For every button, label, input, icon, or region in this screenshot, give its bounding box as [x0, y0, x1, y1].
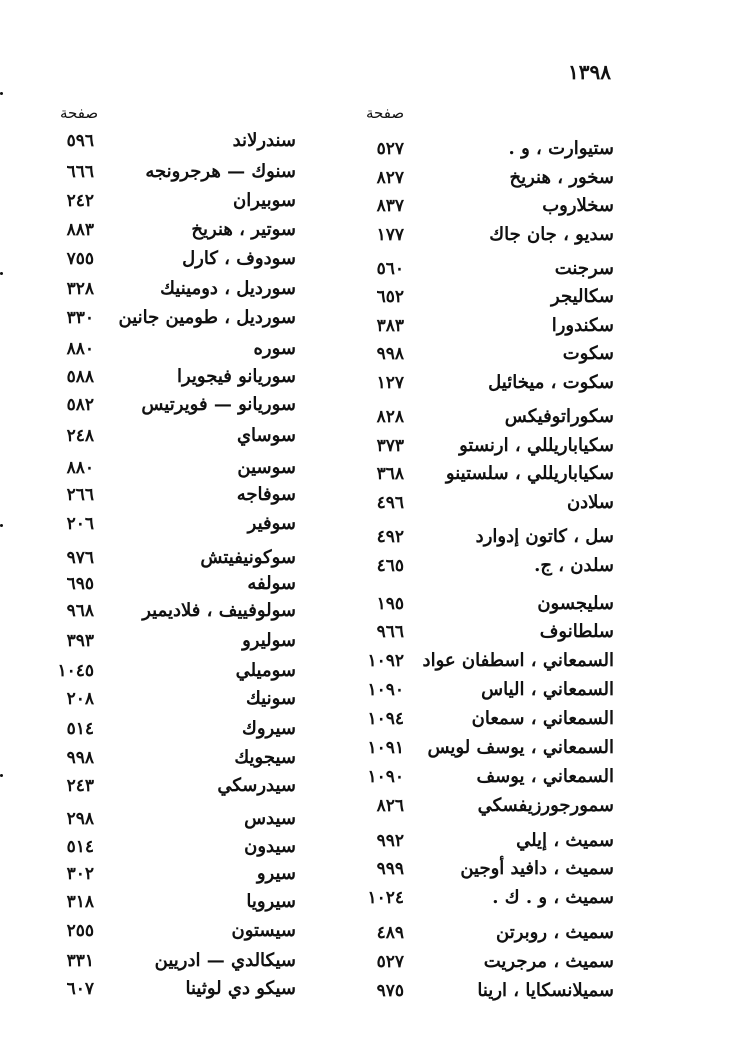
- index-entry: [0, 976, 296, 1004]
- entry-page-number: ٣٨٣: [376, 316, 404, 336]
- entry-name: السمعاني ، اسطفان عواد: [422, 650, 614, 671]
- entry-page-number: ٥٩٦: [66, 131, 94, 151]
- entry-page-number: ٨٢٧: [376, 168, 404, 188]
- entry-name: سودوف ، كارل: [182, 248, 296, 269]
- entry-page-number: ١٠٩٤: [367, 709, 404, 729]
- entry-page-number: ٣٦٨: [376, 464, 404, 484]
- entry-name: سميث ، روبرتن: [496, 922, 614, 943]
- entry-page-number: ٩٩٨: [66, 748, 94, 768]
- entry-page-number: ١٠٤٥: [57, 661, 94, 681]
- entry-name: سوميلي: [235, 660, 296, 681]
- entry-name: سكوراتوفيكس: [504, 406, 614, 427]
- entry-page-number: ٣٢٨: [66, 279, 94, 299]
- index-entry: [0, 159, 296, 187]
- entry-name: سنوك — هرجرونجه: [145, 161, 296, 182]
- entry-page-number: ٢٠٨: [66, 689, 94, 709]
- entry-page-number: ٢٤٣: [66, 776, 94, 796]
- entry-name: سيروك: [242, 718, 296, 739]
- entry-page-number: ٢٩٨: [66, 809, 94, 829]
- index-entry: [0, 686, 296, 714]
- entry-name: سوتير ، هنريخ: [191, 219, 296, 240]
- index-entry: [0, 455, 296, 483]
- entry-name: سوساي: [236, 425, 296, 446]
- index-entry: [0, 745, 296, 773]
- entry-name: سميث ، مرجريت: [483, 951, 614, 972]
- entry-page-number: ٢٤٨: [66, 426, 94, 446]
- entry-name: سل ، كاتون إدوارد: [475, 526, 614, 547]
- index-entry: [0, 545, 296, 573]
- entry-name: سوبيران: [233, 190, 296, 211]
- entry-name: سولفه: [247, 573, 296, 594]
- entry-name: سكياباريللي ، ارنستو: [459, 435, 614, 456]
- index-entry: [0, 276, 296, 304]
- entry-page-number: ٥١٤: [66, 719, 94, 739]
- entry-page-number: ٣٩٣: [66, 631, 94, 651]
- entry-page-number: ٦٦٦: [66, 162, 94, 182]
- index-entry: [0, 806, 296, 834]
- entry-name: سورديل ، طومين جانين: [118, 307, 296, 328]
- entry-page-number: ٥٨٨: [66, 367, 94, 387]
- entry-name: سيدس: [244, 808, 296, 829]
- index-entry: [0, 246, 296, 274]
- entry-page-number: ٧٥٥: [66, 249, 94, 269]
- entry-name: سيرو: [256, 863, 296, 884]
- index-entry: [0, 773, 296, 801]
- right-column-header: صفحة: [366, 104, 405, 122]
- entry-page-number: ٤٩٦: [376, 493, 404, 513]
- index-entry: [0, 948, 296, 976]
- entry-page-number: ٥٢٧: [376, 952, 404, 972]
- entry-page-number: ٢٠٦: [66, 514, 94, 534]
- entry-page-number: ٢٦٦: [66, 485, 94, 505]
- entry-page-number: ٩٩٨: [376, 344, 404, 364]
- entry-name: سديو ، جان جاك: [489, 224, 614, 245]
- entry-page-number: ٣٣١: [66, 951, 94, 971]
- entry-page-number: ٣١٨: [66, 892, 94, 912]
- entry-name: سونيك: [246, 688, 296, 709]
- entry-name: سوره: [253, 338, 296, 359]
- entry-name: سلادن: [566, 492, 614, 513]
- entry-page-number: ٥٨٢: [66, 395, 94, 415]
- entry-name: سميلانسكايا ، ارينا: [477, 980, 614, 1001]
- entry-page-number: ٣٣٠: [66, 308, 94, 328]
- entry-name: سخور ، هنريخ: [509, 167, 614, 188]
- entry-name: سولوفييف ، فلاديمير: [142, 600, 296, 621]
- entry-page-number: ٥١٤: [66, 837, 94, 857]
- entry-page-number: ٨٨٠: [66, 339, 94, 359]
- entry-name: سندرلاند: [232, 130, 296, 151]
- entry-page-number: ٣٠٢: [66, 864, 94, 884]
- index-entry: [0, 128, 296, 156]
- entry-name: سيدرسكي: [217, 775, 296, 796]
- entry-name: السمعاني ، يوسف: [476, 766, 614, 787]
- entry-page-number: ٤٦٥: [376, 556, 404, 576]
- entry-page-number: ١٠٩٢: [367, 651, 404, 671]
- entry-name: السمعاني ، يوسف لويس: [427, 737, 614, 758]
- entry-name: سكوت ، ميخائيل: [488, 372, 614, 393]
- entry-page-number: ٩٧٥: [376, 981, 404, 1001]
- entry-name: سمورجورزيفسكي: [477, 795, 614, 816]
- entry-name: السمعاني ، الياس: [481, 679, 614, 700]
- index-entry: [0, 336, 296, 364]
- entry-page-number: ٨٣٧: [376, 196, 404, 216]
- entry-page-number: ٨٢٦: [376, 796, 404, 816]
- page-number: ١٣٩٨: [568, 60, 611, 84]
- entry-page-number: ١٠٩١: [367, 738, 404, 758]
- entry-page-number: ٢٥٥: [66, 921, 94, 941]
- entry-name: السمعاني ، سمعان: [471, 708, 614, 729]
- entry-name: سخلاروب: [542, 195, 614, 216]
- entry-page-number: ١٩٥: [376, 594, 404, 614]
- index-entry: [0, 658, 296, 686]
- entry-name: سوفير: [247, 513, 296, 534]
- entry-name: سكوت: [562, 343, 614, 364]
- index-entry: [0, 482, 296, 510]
- entry-name: سيستون: [231, 920, 296, 941]
- entry-name: سيكالدي — ادريين: [154, 950, 296, 971]
- entry-name: سرجنت: [554, 258, 614, 279]
- entry-name: سيكو دي لوثينا: [185, 978, 296, 999]
- entry-page-number: ١٧٧: [376, 225, 404, 245]
- entry-name: سوفاجه: [236, 484, 296, 505]
- index-entry: [0, 889, 296, 917]
- entry-page-number: ٣٧٣: [376, 436, 404, 456]
- entry-name: سوريانو — فويرتيس: [141, 394, 296, 415]
- entry-page-number: ٤٨٩: [376, 923, 404, 943]
- index-entry: [0, 392, 296, 420]
- entry-name: سلطانوف: [539, 621, 614, 642]
- index-entry: [0, 364, 296, 392]
- entry-name: سوكونيفيتش: [200, 547, 296, 568]
- entry-page-number: ٦٥٢: [376, 287, 404, 307]
- entry-page-number: ٩٦٨: [66, 601, 94, 621]
- entry-name: سيرويا: [246, 891, 296, 912]
- entry-name: سميث ، إيلي: [516, 830, 614, 851]
- entry-page-number: ٨٨٣: [66, 220, 94, 240]
- entry-page-number: ٩٩٩: [376, 859, 404, 879]
- index-entry: [0, 834, 296, 862]
- entry-page-number: ٤٩٢: [376, 527, 404, 547]
- entry-name: سكندورا: [551, 315, 614, 336]
- entry-page-number: ٩٦٦: [376, 622, 404, 642]
- entry-page-number: ٩٩٢: [376, 831, 404, 851]
- entry-page-number: ٥٦٠: [376, 259, 404, 279]
- index-entry: [0, 511, 296, 539]
- scan-edge-mark: [0, 92, 3, 95]
- entry-page-number: ٥٢٧: [376, 139, 404, 159]
- entry-page-number: ٢٤٢: [66, 191, 94, 211]
- entry-name: سميث ، دافيد أوجين: [460, 858, 614, 879]
- entry-page-number: ١٠٢٤: [367, 888, 404, 908]
- index-entry: [0, 918, 296, 946]
- entry-name: ستيوارت ، و .: [508, 138, 614, 159]
- index-entry: [0, 305, 296, 333]
- entry-name: سوسين: [237, 457, 296, 478]
- entry-page-number: ١٠٩٠: [367, 767, 404, 787]
- entry-page-number: ١٢٧: [376, 373, 404, 393]
- entry-name: سليجسون: [537, 593, 614, 614]
- entry-name: سلدن ، ج.: [534, 555, 614, 576]
- entry-page-number: ٨٨٠: [66, 458, 94, 478]
- entry-page-number: ٦٠٧: [66, 979, 94, 999]
- entry-name: سكاليجر: [551, 286, 614, 307]
- entry-name: سورديل ، دومينيك: [160, 278, 296, 299]
- left-column-header: صفحة: [60, 104, 99, 122]
- entry-page-number: ٩٧٦: [66, 548, 94, 568]
- entry-page-number: ١٠٩٠: [367, 680, 404, 700]
- entry-page-number: ٨٢٨: [376, 407, 404, 427]
- index-entry: [0, 188, 296, 216]
- index-entry: [0, 628, 296, 656]
- entry-page-number: ٦٩٥: [66, 574, 94, 594]
- index-entry: [0, 217, 296, 245]
- index-entry: [0, 423, 296, 451]
- entry-name: سكياباريللي ، سلستينو: [445, 463, 614, 484]
- index-entry: [0, 861, 296, 889]
- index-entry: [0, 716, 296, 744]
- index-entry: [0, 571, 296, 599]
- entry-name: سميث ، و . ك .: [492, 887, 614, 908]
- entry-name: سوليرو: [242, 630, 296, 651]
- index-entry: [0, 598, 296, 626]
- entry-name: سيدون: [244, 836, 296, 857]
- entry-name: سيجويك: [234, 747, 296, 768]
- entry-name: سوريانو فيجويرا: [176, 366, 296, 387]
